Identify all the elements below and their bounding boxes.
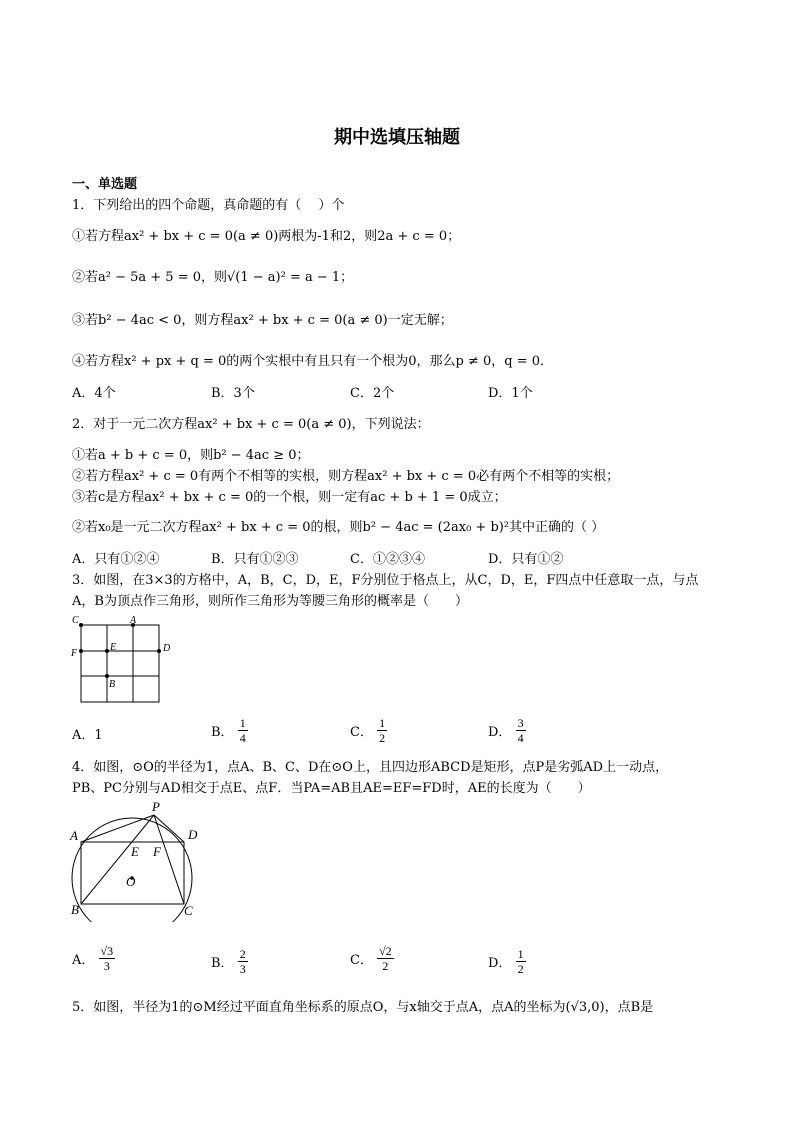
q4-option-c[interactable] [350,944,394,973]
q2-stem: 2．对于一元二次方程ax² + bx + c = 0(a ≠ 0)，下列说法： [72,417,430,432]
numerator: 1 [517,947,524,961]
fraction [377,944,394,973]
q4-option-a[interactable] [72,944,115,973]
fraction [238,716,248,745]
q2-statement-2: ②若方程ax² + c = 0有两个不相等的实根，则方程ax² + bx + c = 0必有两个不相等的实根； [72,469,620,484]
label-b: B [71,902,79,917]
denominator: 4 [517,731,524,745]
label-f: F [153,844,161,859]
option-letter: C． [350,953,373,968]
label-a: A [130,615,137,626]
denominator: 2 [517,962,524,976]
denominator: 3 [103,959,110,973]
q1-option-c[interactable]: C．2个 [350,386,395,401]
label-d: D [163,643,171,654]
numerator: 2 [239,947,246,961]
q3-option-a[interactable] [72,724,103,743]
label-b: B [109,679,116,690]
q2-option-c[interactable]: C．①②③④ [350,552,425,567]
option-letter: B． [211,956,234,971]
point-b [105,674,109,678]
q1-option-b[interactable]: B．3个 [211,386,255,401]
point-d [157,649,161,653]
q4-circle-figure [66,798,206,922]
fraction [516,716,526,745]
q1-stem: 1．下列给出的四个命题，真命题的有（ ）个 [72,198,345,213]
q2-statement-3: ③若c是方程ax² + bx + c = 0的一个根，则一定有ac + b + 1 = 0成立； [72,490,507,505]
label-d: D [188,827,198,842]
q2-statement-1: ①若a + b + c = 0，则b² − 4ac ≥ 0； [72,448,310,463]
q2-option-a[interactable]: A．只有①②④ [72,552,160,567]
numerator: √2 [379,944,392,958]
label-a: A [70,828,78,843]
option-value: 1 [94,728,103,743]
q5-stem: 5．如图，半径为1的⊙M经过平面直角坐标系的原点O，与x轴交于点A，点A的坐标为(√3,0)，点B是 [72,1000,654,1015]
denominator: 4 [239,731,246,745]
q1-statement-1: ①若方程ax² + bx + c = 0(a ≠ 0)两根为-1和2，则2a + c = 0； [72,229,461,244]
option-letter: C． [350,725,373,740]
q1-statement-3: ③若b² − 4ac < 0，则方程ax² + bx + c = 0(a ≠ 0)一定无解； [72,313,453,328]
q2-option-d[interactable]: D．只有①② [488,552,564,567]
fraction [377,716,387,745]
option-letter: D． [488,956,512,971]
q3-stem-line-1: 3．如图，在3×3的方格中，A，B，C，D，E，F分别位于格点上，从C，D，E，F四点中任意取一点，与点 [72,573,699,588]
point-c [79,623,83,627]
option-letter: B． [211,725,234,740]
q1-statement-2: ②若a² − 5a + 5 = 0，则√(1 − a)² = a − 1； [72,270,354,285]
label-p: P [152,799,160,814]
numerator: 3 [517,716,524,730]
denominator: 3 [239,962,246,976]
numerator: 1 [379,716,386,730]
q2-option-b[interactable]: B．只有①②③ [211,552,299,567]
q1-option-d[interactable]: D．1个 [488,386,533,401]
label-e: E [131,844,139,859]
q3-option-d[interactable] [488,716,526,745]
q3-option-b[interactable] [211,716,248,745]
option-letter: D． [488,725,512,740]
fraction [99,944,116,973]
q4-stem-line-1: 4．如图，⊙O的半径为1，点A、B、C、D在⊙O上，且四边形ABCD是矩形，点P是劣弧AD上一动点， [72,760,669,775]
label-c: C [184,903,193,918]
denominator: 2 [382,959,389,973]
q4-option-b[interactable] [211,947,248,976]
numerator: √3 [100,944,114,958]
q3-grid-figure [68,612,178,706]
label-e: E [110,642,117,653]
denominator: 2 [379,731,386,745]
q4-option-d[interactable] [488,947,526,976]
numerator: 1 [239,716,246,730]
label-o: O [126,874,136,889]
fraction [516,947,526,976]
page-title: 期中选填压轴题 [334,127,460,148]
grid-lines [81,625,159,702]
point-f [79,649,83,653]
section-heading: 一、单选题 [72,177,138,192]
q2-statement-4: ②若x₀是一元二次方程ax² + bx + c = 0的根，则b² − 4ac = (2ax₀ + b)²其中正确的（ ） [72,520,605,535]
label-c: C [72,615,79,626]
option-letter: A． [72,728,95,743]
option-letter: A． [72,953,95,968]
q1-option-a[interactable]: A．4个 [72,386,116,401]
q3-option-c[interactable] [350,716,387,745]
point-e [105,649,109,653]
q4-stem-line-2: PB、PC分别与AD相交于点E、点F．当PA=AB且AE=EF=FD时，AE的长度为（ ） [72,781,591,796]
q1-statement-4: ④若方程x² + px + q = 0的两个实根中有且只有一个根为0，那么p ≠ 0，q = 0． [72,354,554,369]
fraction [238,947,248,976]
q3-stem-line-2: A，B为顶点作三角形，则所作三角形为等腰三角形的概率是（ ） [72,594,468,609]
label-f: F [71,648,78,659]
